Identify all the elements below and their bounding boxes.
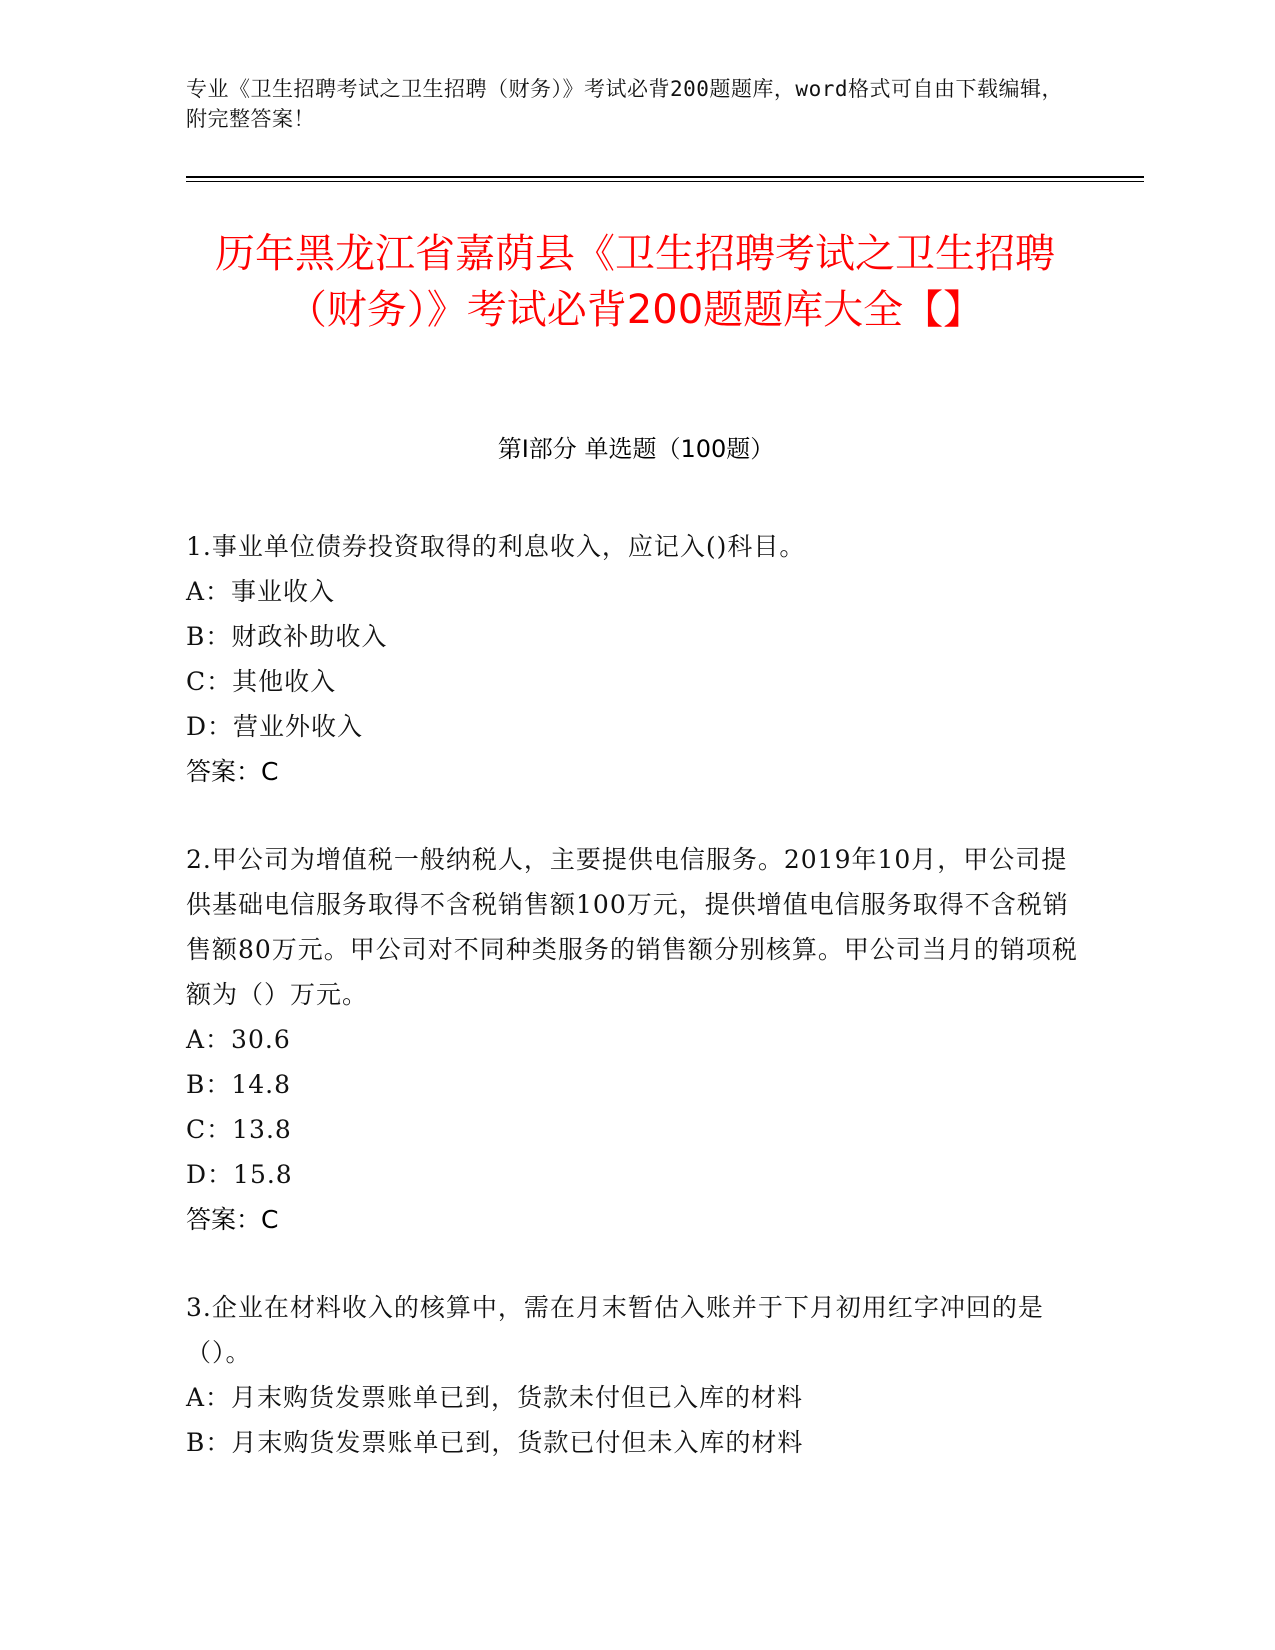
section-heading: 第Ⅰ部分 单选题（100题）: [497, 435, 775, 463]
option-b: B：财政补助收入: [186, 622, 388, 651]
question-1: [186, 524, 1086, 794]
question-3: [186, 1285, 1086, 1465]
option-b: B：月末购货发票账单已到，货款已付但未入库的材料: [186, 1428, 804, 1457]
document-title: 历年黑龙江省嘉荫县《卫生招聘考试之卫生招聘（财务）》考试必背200题题库大全【】: [215, 231, 1055, 333]
question-stem: 2.甲公司为增值税一般纳税人，主要提供电信服务。2019年10月，甲公司提供基础电信服务取得不含税销售额100万元，提供增值电信服务取得不含税销售额80万元。甲公司对不同种类服务的销售额分别核算。甲公司当月的销项税额为（）万元。: [186, 845, 1078, 1009]
option-b: B：14.8: [186, 1070, 292, 1099]
header-rule-thick: [186, 176, 1144, 178]
option-c: C：13.8: [186, 1115, 292, 1144]
intro-text: 专业《卫生招聘考试之卫生招聘（财务）》考试必背200题题库，word格式可自由下载编辑，附完整答案！: [186, 77, 1063, 131]
option-c: C：其他收入: [186, 667, 337, 696]
question-stem: 1.事业单位债券投资取得的利息收入，应记入()科目。: [186, 532, 806, 561]
question-list: [186, 524, 1086, 1508]
answer: 答案：C: [186, 757, 279, 786]
answer: 答案：C: [186, 1205, 279, 1234]
question-stem: 3.企业在材料收入的核算中，需在月末暂估入账并于下月初用红字冲回的是（）。: [186, 1293, 1044, 1367]
option-a: A：月末购货发票账单已到，货款未付但已入库的材料: [186, 1383, 804, 1412]
header-rule-thin: [186, 181, 1144, 182]
option-d: D：营业外收入: [186, 712, 364, 741]
option-d: D：15.8: [186, 1160, 293, 1189]
question-2: [186, 837, 1086, 1242]
option-a: A：30.6: [186, 1025, 291, 1054]
option-a: A：事业收入: [186, 577, 336, 606]
